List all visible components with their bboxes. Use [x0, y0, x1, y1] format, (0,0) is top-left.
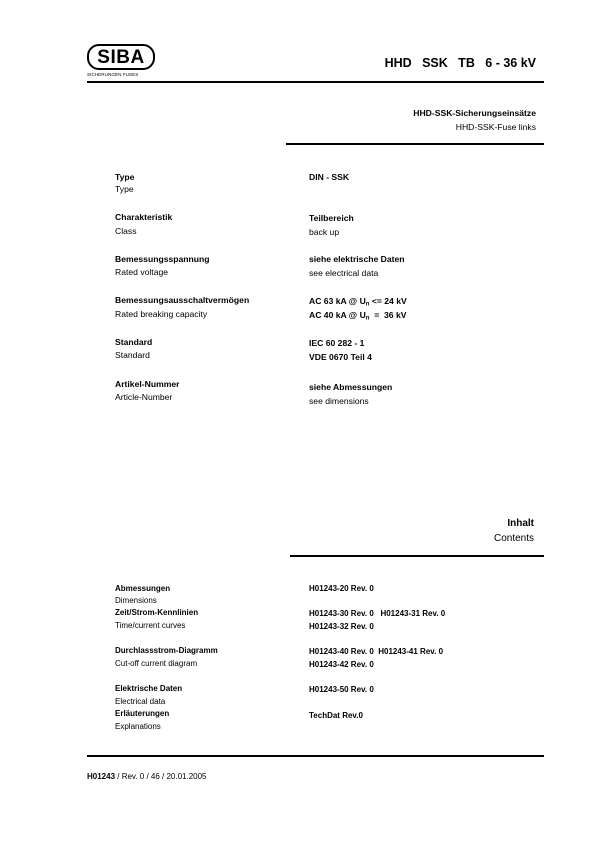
- contents-item-en: Cut-off current diagram: [115, 659, 198, 668]
- contents-item-en: Explanations: [115, 722, 161, 731]
- contents-rule: [290, 555, 544, 557]
- contents-ref: TechDat Rev.0: [309, 711, 363, 720]
- voltage-subscript: n: [365, 315, 370, 322]
- prop-label-en: Rated voltage: [115, 267, 169, 277]
- prop-label-de: Bemessungsspannung: [115, 254, 210, 264]
- breaking-capacity-line-1: [309, 296, 407, 307]
- logo-text: SIBA: [97, 46, 145, 68]
- footer-rule: [87, 755, 544, 757]
- contents-ref: H01243-20 Rev. 0: [309, 584, 374, 593]
- contents-ref: H01243-42 Rev. 0: [309, 660, 374, 669]
- title-rule: [286, 143, 544, 145]
- prop-label-en: Standard: [115, 350, 150, 360]
- prop-value-en: back up: [309, 227, 340, 237]
- breaking-prefix: AC 63 kA @ U: [309, 296, 366, 306]
- contents-ref: H01243-40 Rev. 0 H01243-41 Rev. 0: [309, 647, 444, 656]
- contents-item-en: Dimensions: [115, 596, 157, 605]
- logo-subtitle: SICHERUNGEN FUSES: [87, 72, 139, 77]
- prop-label-de: Bemessungsausschaltvermögen: [115, 295, 250, 305]
- title-de: HHD-SSK-Sicherungseinsätze: [413, 108, 536, 118]
- prop-label-en: Rated breaking capacity: [115, 309, 208, 319]
- prop-label-en: Article-Number: [115, 392, 173, 402]
- prop-value-en: see dimensions: [309, 396, 369, 406]
- contents-ref: H01243-32 Rev. 0: [309, 622, 374, 631]
- header-rule: [87, 81, 544, 83]
- footer-line: [87, 772, 207, 782]
- footer-revision: / Rev. 0 / 46 / 20.01.2005: [115, 772, 207, 781]
- prop-value: siehe elektrische Daten: [309, 254, 405, 264]
- contents-item-de: Durchlassstrom-Diagramm: [115, 646, 218, 655]
- prop-label-de: Standard: [115, 337, 153, 347]
- breaking-prefix: AC 40 kA @ U: [309, 310, 366, 320]
- contents-item-de: Elektrische Daten: [115, 684, 183, 693]
- title-en: HHD-SSK-Fuse links: [455, 122, 536, 132]
- breaking-tail: <= 24 kV: [369, 296, 407, 306]
- contents-item-en: Time/current curves: [115, 621, 186, 630]
- breaking-capacity-line-2: [309, 310, 406, 321]
- prop-value: VDE 0670 Teil 4: [309, 352, 372, 362]
- prop-value: siehe Abmessungen: [309, 382, 393, 392]
- prop-value-en: see electrical data: [309, 268, 379, 278]
- contents-heading-de: Inhalt: [507, 518, 534, 529]
- contents-ref: H01243-50 Rev. 0: [309, 685, 374, 694]
- prop-label-de: Artikel-Nummer: [115, 379, 180, 389]
- contents-item-de: Erläuterungen: [115, 709, 170, 718]
- siba-logo: [87, 44, 155, 70]
- prop-label-de: Type: [115, 172, 135, 182]
- prop-label-de: Charakteristik: [115, 212, 173, 222]
- contents-item-en: Electrical data: [115, 697, 166, 706]
- prop-value: Teilbereich: [309, 213, 354, 223]
- document-title: HHD SSK TB 6 - 36 kV: [384, 56, 536, 70]
- contents-heading-en: Contents: [493, 533, 534, 544]
- voltage-subscript: n: [365, 301, 370, 308]
- contents-item-de: Abmessungen: [115, 584, 171, 593]
- prop-value: DIN - SSK: [309, 172, 350, 182]
- prop-value: IEC 60 282 - 1: [309, 338, 365, 348]
- prop-label-en: Class: [115, 226, 137, 236]
- prop-label-en: Type: [115, 184, 134, 194]
- contents-item-de: Zeit/Strom-Kennlinien: [115, 608, 199, 617]
- footer-doc-number: H01243: [87, 772, 116, 781]
- contents-ref: H01243-30 Rev. 0 H01243-31 Rev. 0: [309, 609, 446, 618]
- breaking-tail: = 36 kV: [369, 310, 407, 320]
